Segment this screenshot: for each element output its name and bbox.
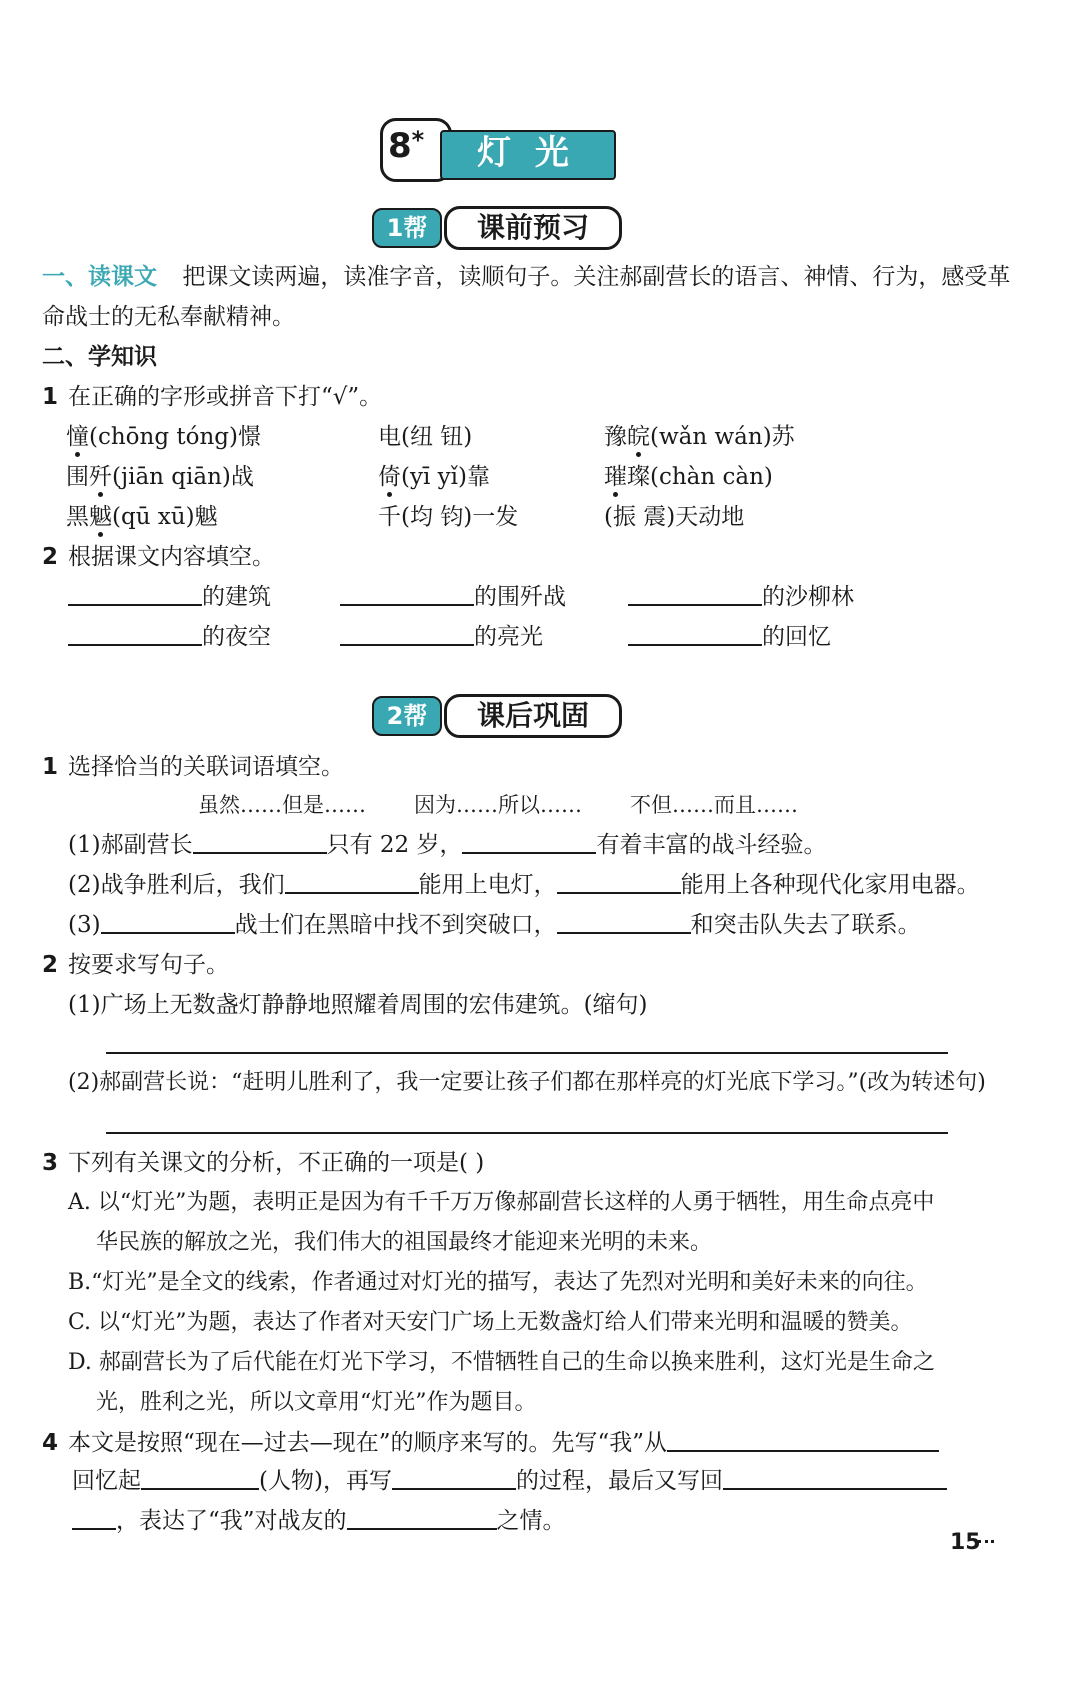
choice-A[interactable]: A. 以“灯光”为题，表明正是因为有千千万万像郝副营长这样的人勇于牺牲，用生命点亮中	[68, 1190, 935, 1215]
section-badge-2: 2帮	[372, 696, 442, 736]
fill-blank-item[interactable]: 的沙柳林	[628, 582, 854, 612]
answer-line[interactable]	[106, 1052, 948, 1054]
answer-line[interactable]	[106, 1132, 948, 1134]
choice-B[interactable]: B.“灯光”是全文的线索，作者通过对灯光的描写，表达了先烈对光明和美好未来的向往。	[68, 1270, 928, 1295]
q1-item[interactable]: 璀璨(chàn càn)	[604, 464, 773, 490]
q1-item[interactable]: 千(均 钧)一发	[378, 504, 519, 530]
lesson-mark: *	[411, 126, 425, 154]
sentence-2[interactable]: (2)战争胜利后，我们 能用上电灯， 能用上各种现代化家用电器。	[68, 872, 980, 898]
learn-heading: 二、学知识	[42, 344, 157, 370]
choice-A-cont: 华民族的解放之光，我们伟大的祖国最终才能迎来光明的未来。	[96, 1230, 713, 1255]
conjunction-options: 虽然……但是…… 因为……所以…… 不但……而且……	[198, 793, 798, 817]
q4-line-2[interactable]: 回忆起 (人物)，再写 的过程，最后又写回	[72, 1466, 947, 1496]
post-q2: 2 按要求写句子。	[42, 952, 229, 978]
q1-item[interactable]: (振 震)天动地	[604, 504, 745, 530]
q4-line-3[interactable]: ，表达了“我”对战友的 之情。	[72, 1506, 566, 1536]
fill-blank-item[interactable]: 的亮光	[340, 622, 543, 652]
choice-D[interactable]: D. 郝副营长为了后代能在灯光下学习，不惜牺牲自己的生命以换来胜利，这灯光是生命之	[68, 1350, 935, 1375]
q1-item[interactable]: 憧(chōng tóng)憬	[66, 424, 261, 450]
section-label-2: 课后巩固	[444, 694, 622, 738]
post-q1: 1 选择恰当的关联词语填空。	[42, 754, 344, 780]
post-q4: 4 本文是按照“现在—过去—现在”的顺序来写的。先写“我”从	[42, 1428, 939, 1458]
fill-blank-item[interactable]: 的建筑	[68, 582, 271, 612]
q1-item[interactable]: 围歼(jiān qiān)战	[66, 464, 254, 490]
read-text-2: 命战士的无私奉献精神。	[42, 304, 295, 330]
blank[interactable]	[667, 1428, 939, 1452]
choice-D-cont: 光，胜利之光，所以文章用“灯光”作为题目。	[96, 1390, 537, 1415]
fill-blank-item[interactable]: 的回忆	[628, 622, 831, 652]
read-heading: 一、读课文	[42, 264, 157, 290]
section-badge-1: 1帮	[372, 208, 442, 248]
rewrite-sentence-1: (1)广场上无数盏灯静静地照耀着周围的宏伟建筑。(缩句)	[68, 992, 648, 1018]
fill-blank-item[interactable]: 的围歼战	[340, 582, 566, 612]
sentence-1[interactable]: (1)郝副营长 只有 22 岁， 有着丰富的战斗经验。	[68, 832, 827, 858]
page-number: 15	[950, 1530, 981, 1555]
section-label-1: 课前预习	[444, 206, 622, 250]
page-number-dots	[978, 1540, 994, 1547]
rewrite-sentence-2: (2)郝副营长说：“赶明儿胜利了，我一定要让孩子们都在那样亮的灯光底下学习。”(改为转述句)	[68, 1070, 986, 1095]
sentence-3[interactable]: (3) 战士们在黑暗中找不到突破口， 和突击队失去了联系。	[68, 912, 921, 938]
q1-item[interactable]: 黑魆(qū xū)魆	[66, 504, 218, 530]
fill-blank-item[interactable]: 的夜空	[68, 622, 271, 652]
q1-item[interactable]: 倚(yī yǐ)靠	[378, 464, 490, 490]
read-text-1: 把课文读两遍，读准字音，读顺句子。关注郝副营长的语言、神情、行为，感受革	[182, 264, 1011, 290]
lesson-number: 8	[388, 126, 412, 166]
q1-item[interactable]: 豫皖(wǎn wán)苏	[604, 424, 795, 450]
post-q3: 3 下列有关课文的分析，不正确的一项是( )	[42, 1150, 485, 1176]
q1-item[interactable]: 电(纽 钮)	[378, 424, 473, 450]
choice-C[interactable]: C. 以“灯光”为题，表达了作者对天安门广场上无数盏灯给人们带来光明和温暖的赞美。	[68, 1310, 913, 1335]
lesson-title: 灯 光	[477, 133, 575, 173]
pre-q2: 2 根据课文内容填空。	[42, 544, 275, 570]
pre-q1: 1 在正确的字形或拼音下打“√”。	[42, 384, 383, 410]
